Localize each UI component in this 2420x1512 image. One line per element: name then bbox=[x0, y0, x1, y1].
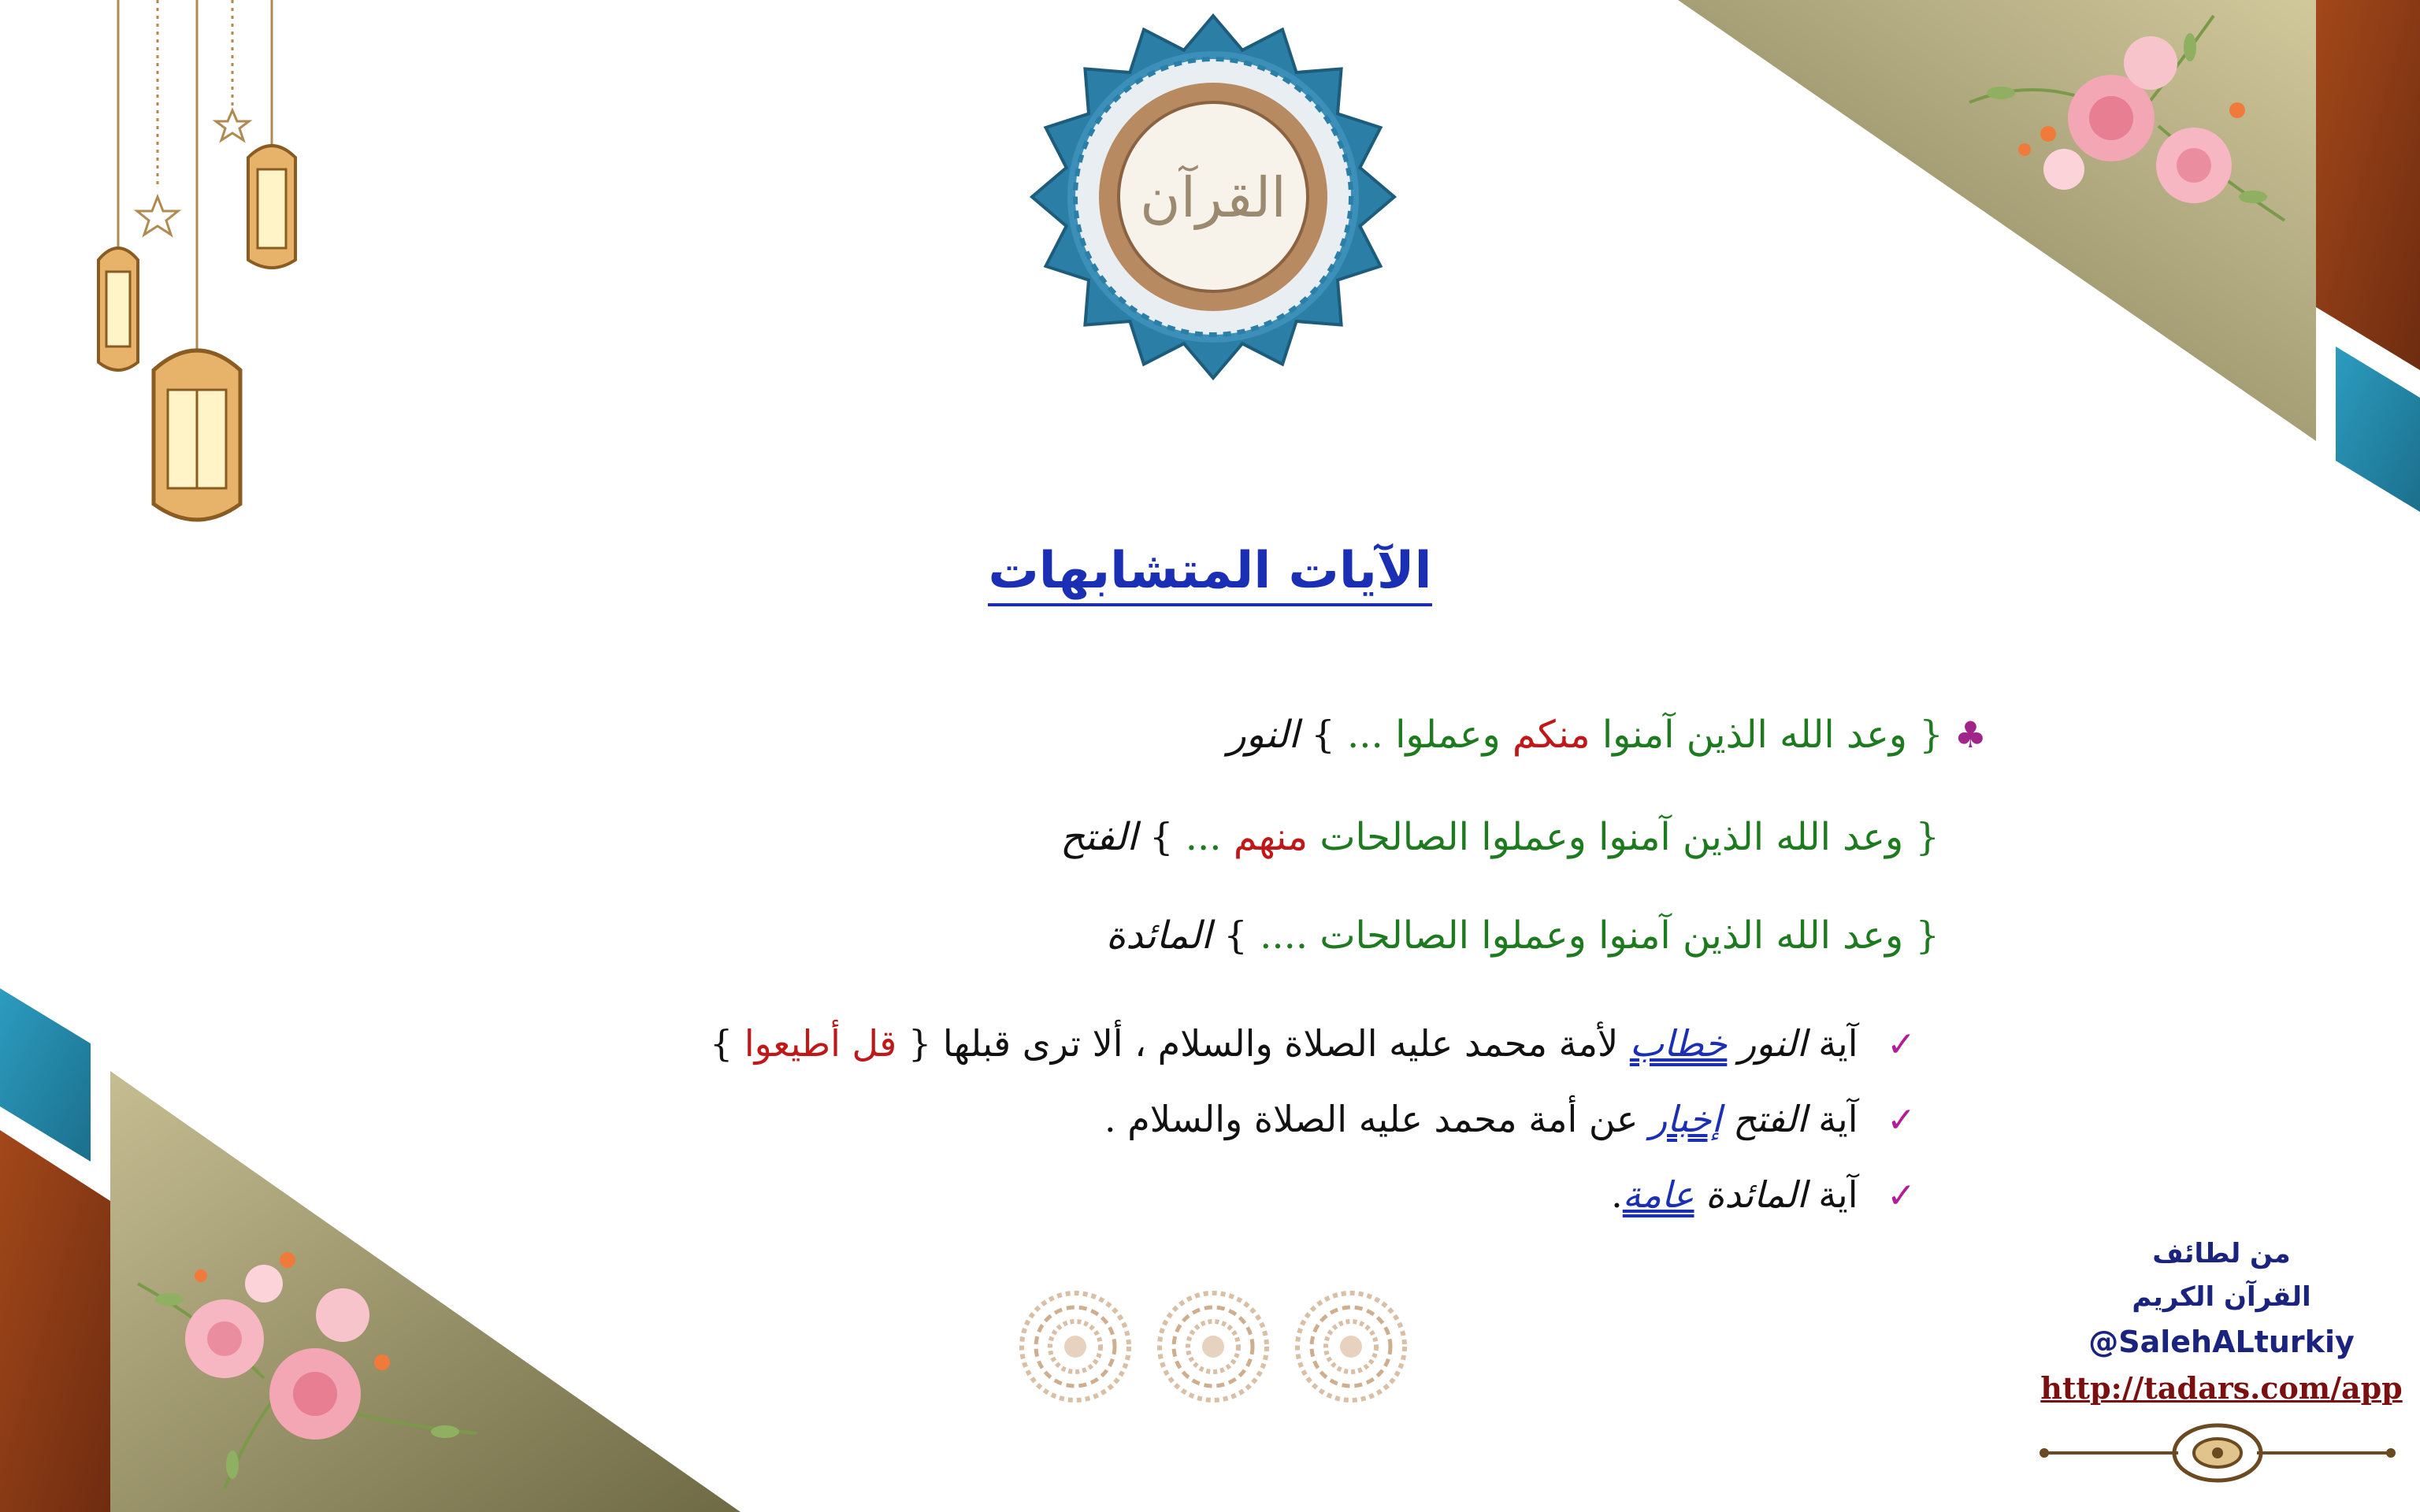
mandala-icon bbox=[1297, 1293, 1405, 1400]
verse-open-brace: { bbox=[1919, 713, 1943, 757]
top-right-brown-band bbox=[2316, 0, 2420, 370]
credit-handle: @SalehALturkiy bbox=[2088, 1325, 2355, 1359]
verse-line bbox=[1106, 914, 1939, 958]
surah-name: المائدة bbox=[1105, 914, 1212, 958]
verse-line bbox=[1228, 713, 1987, 757]
verse-close-brace: } bbox=[1223, 914, 1248, 958]
note-surah: المائدة bbox=[1706, 1173, 1807, 1216]
verse-highlight: منهم bbox=[1233, 815, 1308, 859]
note-prefix: آية bbox=[1818, 1022, 1858, 1065]
bottom-left-teal-shard bbox=[0, 988, 91, 1162]
star-icon bbox=[137, 110, 249, 235]
note-surah: النور bbox=[1738, 1022, 1807, 1065]
check-icon: ✓ bbox=[1887, 1176, 1916, 1216]
top-right-teal-shard bbox=[2336, 346, 2420, 512]
note-text: . bbox=[1611, 1173, 1623, 1216]
surah-name: النور bbox=[1227, 713, 1299, 757]
bottom-left-brown-band bbox=[0, 1130, 110, 1512]
verse-open-brace: { bbox=[1915, 914, 1939, 958]
list-item bbox=[710, 1016, 1916, 1091]
svg-text:القرآن: القرآن bbox=[1140, 165, 1286, 230]
verse-text: وعد الله الذين آمنوا وعملوا الصالحات .... bbox=[1260, 914, 1904, 958]
credit-line-2: القرآن الكريم bbox=[2132, 1281, 2311, 1313]
verse-text-end: وعملوا ... bbox=[1347, 713, 1501, 757]
mandala-icon bbox=[1022, 1293, 1129, 1400]
page-title-wrap bbox=[0, 543, 2420, 606]
note-text: عن أمة محمد عليه الصلاة والسلام . bbox=[1104, 1098, 1639, 1140]
note-quote: قل أطيعوا bbox=[744, 1022, 897, 1065]
credit-line-1: من لطائف bbox=[2152, 1238, 2291, 1269]
page-title: الآيات المتشابهات bbox=[988, 543, 1431, 606]
note-keyword-link[interactable]: خطاب bbox=[1629, 1022, 1728, 1065]
club-bullet-icon: ♣ bbox=[1954, 713, 1987, 756]
check-icon: ✓ bbox=[1887, 1025, 1916, 1065]
note-text: لأمة محمد عليه الصلاة والسلام ، ألا ترى قبلها { bbox=[908, 1022, 1619, 1065]
ornament-divider-icon bbox=[2036, 1418, 2399, 1488]
note-prefix: آية bbox=[1818, 1098, 1858, 1140]
verse-close-brace: } bbox=[1149, 815, 1174, 859]
list-item bbox=[710, 1091, 1916, 1167]
notes-list bbox=[710, 1016, 1916, 1243]
note-surah: الفتح bbox=[1732, 1098, 1807, 1140]
verse-text: وعد الله الذين آمنوا وعملوا الصالحات bbox=[1319, 815, 1904, 859]
verse-highlight: منكم bbox=[1512, 713, 1590, 757]
lanterns-decoration bbox=[75, 0, 335, 536]
list-item bbox=[710, 1167, 1916, 1243]
flower-bouquet-icon bbox=[130, 1228, 484, 1496]
mandala-row bbox=[1016, 1288, 1410, 1406]
surah-name: الفتح bbox=[1060, 815, 1138, 859]
mandala-icon bbox=[1160, 1293, 1267, 1400]
note-end: } bbox=[709, 1022, 733, 1065]
verse-close-brace: } bbox=[1311, 713, 1335, 757]
verse-line bbox=[1060, 815, 1939, 859]
credit-url-link[interactable]: http://tadars.com/app bbox=[2040, 1370, 2403, 1406]
note-keyword-link[interactable]: إخبار bbox=[1650, 1098, 1722, 1140]
verse-open-brace: { bbox=[1915, 815, 1939, 859]
flower-bouquet-icon bbox=[1954, 0, 2300, 252]
verse-text-end: ... bbox=[1185, 815, 1222, 859]
quran-emblem-icon bbox=[1028, 12, 1398, 382]
check-icon: ✓ bbox=[1887, 1100, 1916, 1140]
verse-text: وعد الله الذين آمنوا bbox=[1602, 713, 1907, 757]
note-keyword-link[interactable]: عامة bbox=[1622, 1173, 1694, 1216]
note-prefix: آية bbox=[1818, 1173, 1858, 1216]
